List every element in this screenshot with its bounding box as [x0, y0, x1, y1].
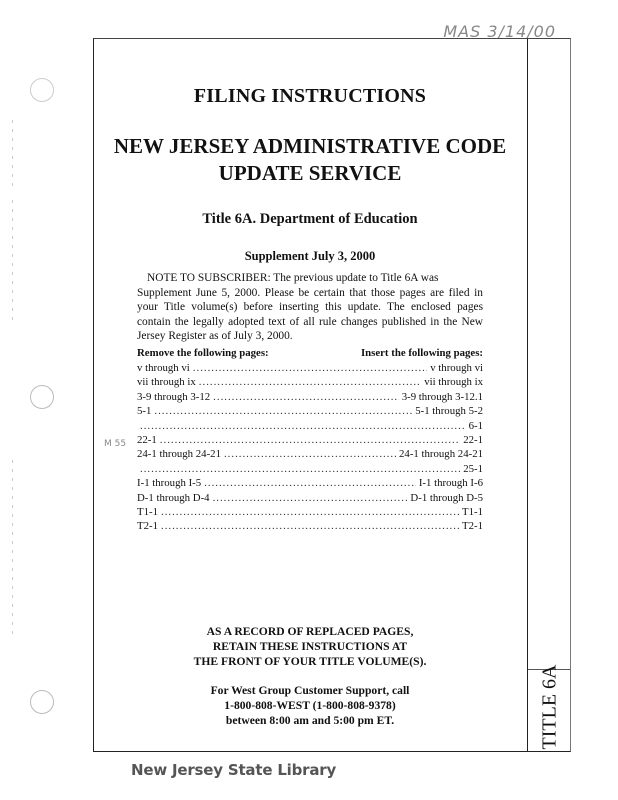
page-list — [137, 361, 483, 534]
page-title: FILING INSTRUCTIONS — [193, 85, 427, 107]
title-tab — [527, 38, 571, 752]
list-item: ..... 25-1 — [137, 462, 483, 476]
binder-hole — [30, 385, 54, 409]
list-item: 22-1 ..... 22-1 — [137, 433, 483, 447]
handwritten-note: MAS 3/14/00 — [443, 22, 556, 41]
list-item: v through vi ..... v through vi — [137, 361, 483, 375]
list-item: vii through ix ..... vii through ix — [137, 375, 483, 389]
insert-header: Insert the following pages: — [360, 347, 483, 359]
list-item: T2-1 ..... T2-1 — [137, 519, 483, 533]
supplement-date: Supplement July 3, 2000 — [244, 249, 376, 263]
list-item: ..... 6-1 — [137, 419, 483, 433]
remove-header: Remove the following pages: — [137, 347, 269, 359]
page-subtitle: NEW JERSEY ADMINISTRATIVE CODE UPDATE SERVICE — [113, 134, 507, 185]
edge-marks — [12, 120, 13, 190]
margin-annotation: M 55 — [104, 439, 127, 449]
column-headers — [137, 347, 483, 359]
subscriber-note: NOTE TO SUBSCRIBER: The previous update to Title 6A was Supplement June 5, 2000. Please be certain that those pages are filed in your Title volume(s) before inserting this update. The enclosed pages contain the legally adopted text of all rule changes published in the New Jersey Register as of July 3, 2000. — [137, 272, 483, 343]
list-item: 24-1 through 24-21 ..... 24-1 through 24-21 — [137, 447, 483, 461]
edge-marks — [12, 460, 13, 640]
binder-hole — [30, 690, 54, 714]
list-item: I-1 through I-5 ..... I-1 through I-6 — [137, 476, 483, 490]
library-stamp: New Jersey State Library — [131, 761, 337, 779]
title-volume: Title 6A. Department of Education — [202, 211, 418, 227]
list-item: 3-9 through 3-12 ..... 3-9 through 3-12.1 — [137, 390, 483, 404]
list-item: T1-1 ..... T1-1 — [137, 505, 483, 519]
customer-support: For West Group Customer Support, call 1-800-808-WEST (1-800-808-9378) between 8:00 am and 5:00 pm ET. — [210, 684, 410, 727]
list-item: 5-1 ..... 5-1 through 5-2 — [137, 404, 483, 418]
record-instructions: AS A RECORD OF REPLACED PAGES, RETAIN THESE INSTRUCTIONS AT THE FRONT OF YOUR TITLE VOLUME(S). — [193, 625, 427, 668]
list-item: D-1 through D-4 ..... D-1 through D-5 — [137, 491, 483, 505]
edge-marks — [12, 200, 13, 320]
binder-hole — [30, 78, 54, 102]
tab-label: TITLE 6A — [538, 664, 561, 750]
